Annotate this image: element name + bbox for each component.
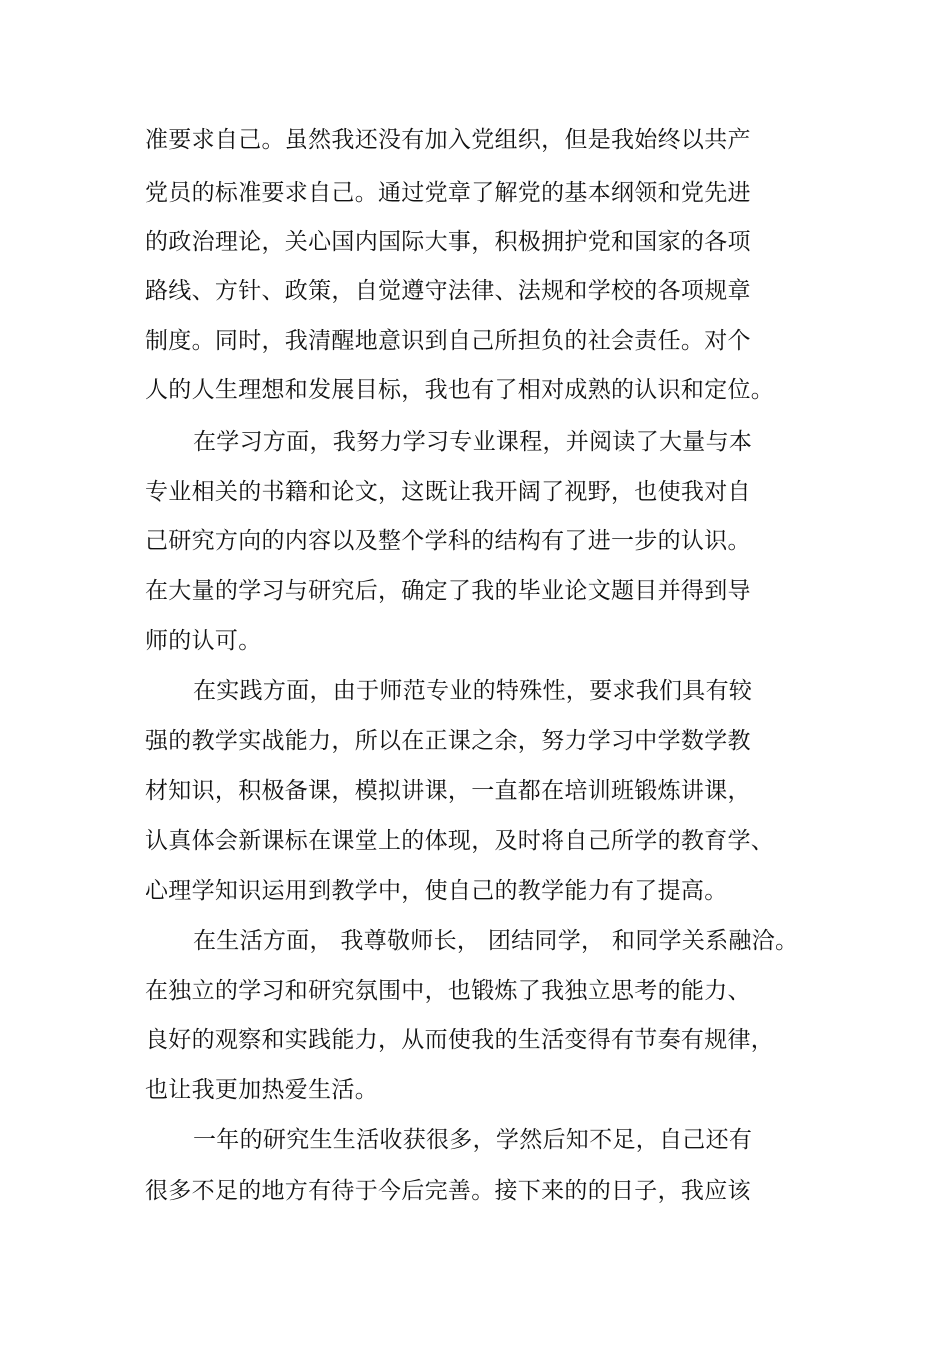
text-line: 良好的观察和实践能力，从而使我的生活变得有节奏有规律，: [145, 1027, 775, 1053]
text-line: 专业相关的书籍和论文，这既让我开阔了视野，也使我对自: [145, 479, 751, 505]
text-line: 强的教学实战能力，所以在正课之余，努力学习中学数学教: [145, 728, 751, 754]
paragraph-start-line: 在实践方面，由于师范专业的特殊性，要求我们具有较: [193, 678, 753, 704]
text-line: 己研究方向的内容以及整个学科的结构有了进一步的认识。: [145, 528, 751, 554]
text-line: 的政治理论，关心国内国际大事，积极拥护党和国家的各项: [145, 229, 751, 255]
text-line: 很多不足的地方有待于今后完善。接下来的的日子，我应该: [145, 1178, 751, 1204]
paragraph-start-line: 在生活方面， 我尊敬师长， 团结同学， 和同学关系融洽。: [193, 928, 799, 954]
text-line: 也让我更加热爱生活。: [145, 1077, 378, 1103]
text-line: 制度。同时，我清醒地意识到自己所担负的社会责任。对个: [145, 328, 751, 354]
text-line: 心理学知识运用到教学中，使自己的教学能力有了提高。: [145, 878, 728, 904]
text-line: 路线、方针、政策，自觉遵守法律、法规和学校的各项规章: [145, 278, 751, 304]
text-line: 在独立的学习和研究氛围中，也锻炼了我独立思考的能力、: [145, 978, 751, 1004]
text-line: 党员的标准要求自己。通过党章了解党的基本纲领和党先进: [145, 180, 751, 206]
paragraph-start-line: 一年的研究生生活收获很多，学然后知不足，自己还有: [193, 1127, 753, 1153]
paragraph-start-line: 在学习方面，我努力学习专业课程，并阅读了大量与本: [193, 429, 753, 455]
text-line: 材知识，积极备课，模拟讲课，一直都在培训班锻炼讲课，: [145, 778, 751, 804]
text-line: 准要求自己。虽然我还没有加入党组织，但是我始终以共产: [145, 127, 751, 153]
text-line: 人的人生理想和发展目标，我也有了相对成熟的认识和定位。: [145, 377, 775, 403]
text-line: 在大量的学习与研究后，确定了我的毕业论文题目并得到导: [145, 578, 751, 604]
text-line: 师的认可。: [145, 628, 262, 654]
text-line: 认真体会新课标在课堂上的体现，及时将自己所学的教育学、: [145, 828, 775, 854]
